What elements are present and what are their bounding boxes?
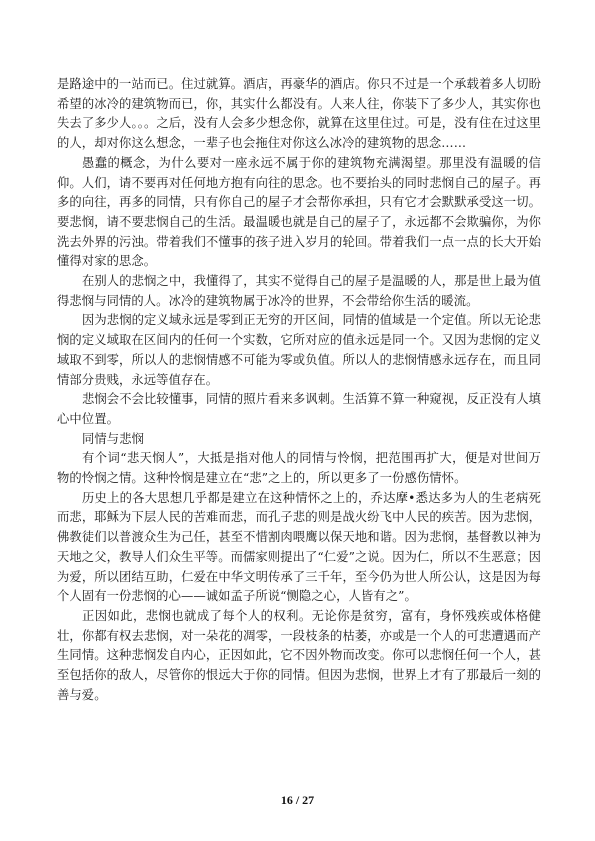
paragraph: 悲悯会不会比较懂事，同情的照片看来多讽刺。生活算不算一种窥视，反正没有人填心中位置。 [57,392,541,426]
paragraph: 愚蠢的概念，为什么要对一座永远不属于你的建筑物充满渴望。那里没有温暖的信仰。人们，请不要再对任何地方抱有向往的思念。也不要抬头的同时悲悯自己的屋子。再多的向往，再多的同情，只有你自己的屋子才会帮你承担，只有它才会默默承受这一切。要悲悯，请不要悲悯自己的生活。最温暖也就是自己的屋子了，永远都不会欺骗你，为你洗去外界的污浊。带着我们不懂事的孩子进入岁月的轮回。带着我们一点一点的长大开始懂得对家的思念。 [57,155,541,269]
page-number: 16 / 27 [280,793,315,807]
paragraph: 有个词“悲天悯人”，大抵是指对他人的同情与怜悯，把范围再扩大，便是对世间万物的怜悯之情。这种怜悯是建立在“悲”之上的，所以更多了一份感伤情怀。 [57,451,541,486]
paragraph: 因为悲悯的定义域永远是零到正无穷的开区间，同情的值域是一个定值。所以无论悲悯的定义域取在区间内的任何一个实数，它所对应的值永远是同一个。又因为悲悯的定义域取不到零，所以人的悲悯情感不可能为零或负值。所以人的悲悯情感永远存在，而且同情部分贵贱，永远等值存在。 [57,313,541,387]
document-body [57,75,541,706]
section-heading: 同情与悲悯 [82,431,144,446]
paragraph: 正因如此，悲悯也就成了每个人的权利。无论你是贫穷，富有，身怀残疾或体格健壮，你都有权去悲悯，对一朵花的凋零，一段枝条的枯萎，亦或是一个人的可悲遭遇而产生同情。这种悲悯发自内心，正因如此，它不因外物而改变。你可以悲悯任何一个人，甚至包括你的敌人，尽管你的恨远大于你的同情。但因为悲悯，世界上才有了那最后一刻的善与爱。 [57,608,541,702]
paragraph: 是路途中的一站而已。住过就算。酒店，再豪华的酒店。你只不过是一个承载着多人切盼希望的冰冷的建筑物而已，你，其实什么都没有。人来人往，你装下了多少人，其实你也失去了多少人。。。之后，没有人会多少想念你，就算在这里住过。可是，没有住在过这里的人，却对你这么想念，一辈子也会拖住对你这么冰冷的建筑物的思念…… [57,77,541,151]
paragraph: 在别人的悲悯之中，我懂得了，其实不觉得自己的屋子是温暖的人，那是世上最为值得悲悯与同情的人。冰冷的建筑物属于冰冷的世界，不会带给你生活的暖流。 [57,274,541,308]
paragraph: 历史上的各大思想几乎都是建立在这种情怀之上的，乔达摩•悉达多为人的生老病死而悲，耶稣为下层人民的苦难而悲，而孔子悲的则是战火纷飞中人民的疾苦。因为悲悯，佛教徒们以普渡众生为己任，甚至不惜割肉喂鹰以保天地和谐。因为悲悯，基督教以神为天地之父，教导人们众生平等。而儒家则提出了“仁爱”之说。因为仁，所以不生恶意；因为爱，所以团结互助，仁爱在中华文明传承了三千年，至今仍为世人所公认，这是因为每个人固有一份悲悯的心——诚如孟子所说“恻隐之心，人皆有之”。 [57,490,541,604]
